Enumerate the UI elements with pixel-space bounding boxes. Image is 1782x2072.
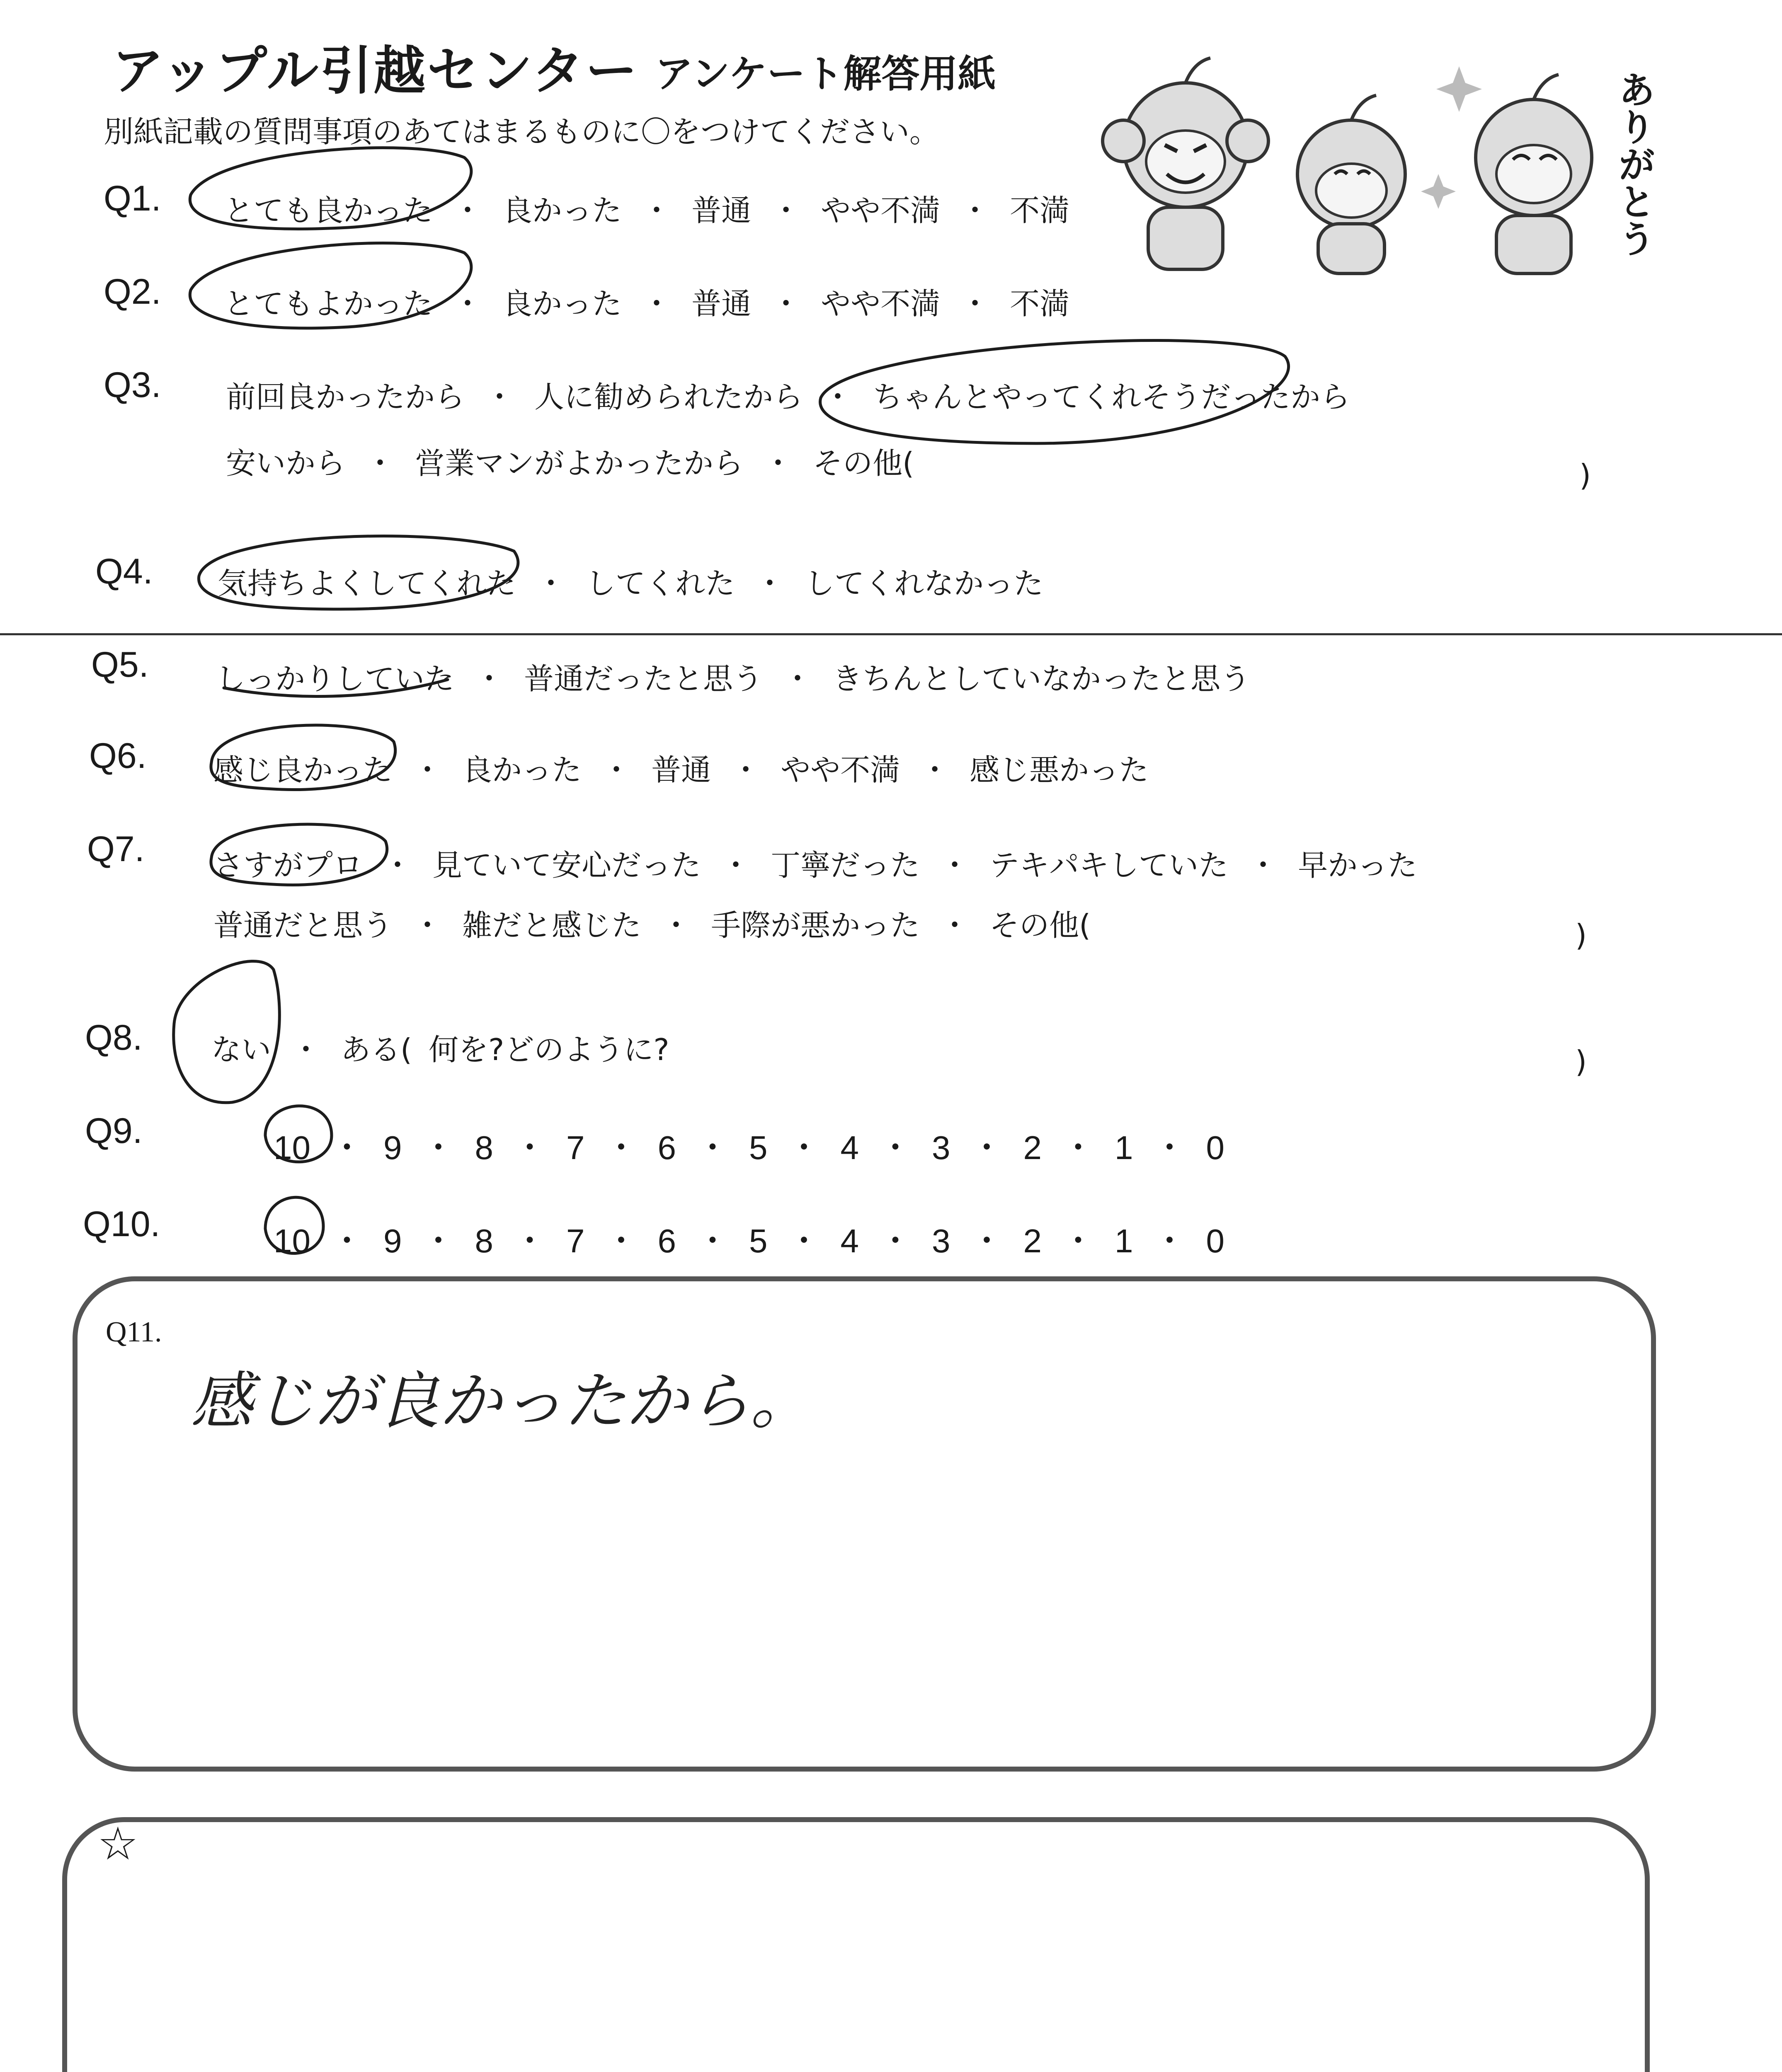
q9-option[interactable]: 0 — [1206, 1129, 1224, 1166]
q7-option[interactable]: その他( — [989, 908, 1091, 943]
q9-option[interactable]: 2 — [1023, 1129, 1042, 1166]
q2-option[interactable]: とてもよかった — [224, 286, 433, 321]
q8-options: ない ・ ある( 何を?どのように? — [211, 1032, 669, 1067]
q6-option[interactable]: やや不満 — [781, 753, 900, 787]
q9-option[interactable]: 1 — [1114, 1129, 1133, 1166]
q8-close-paren: ) — [1575, 1044, 1587, 1079]
q4-label: Q4. — [95, 552, 153, 591]
q6-options: 感じ良かった ・ 良かった ・ 普通 ・ やや不満 ・ 感じ悪かった — [213, 753, 1149, 787]
q1-option[interactable]: 不満 — [1010, 193, 1070, 228]
q2-label: Q2. — [104, 272, 161, 312]
q9-option[interactable]: 7 — [566, 1129, 585, 1166]
q10-option[interactable]: 0 — [1206, 1222, 1224, 1259]
q7-option[interactable]: 雑だと感じた — [462, 908, 642, 943]
q5-label: Q5. — [91, 645, 149, 685]
q9-option[interactable]: 5 — [749, 1129, 768, 1166]
q7-close-paren: ) — [1575, 918, 1587, 953]
q2-answer-circle — [190, 243, 471, 328]
q10-label: Q10. — [83, 1204, 160, 1244]
q1-option[interactable]: やや不満 — [821, 193, 941, 228]
q8-answer-circle — [174, 961, 280, 1102]
q7-options-line2: 普通だと思う ・ 雑だと感じた ・ 手際が悪かった ・ その他( — [213, 908, 1091, 943]
q10-option[interactable]: 6 — [657, 1222, 676, 1259]
q2-option[interactable]: 不満 — [1010, 286, 1070, 321]
q7-option[interactable]: 手際が悪かった — [711, 908, 920, 943]
q10-option[interactable]: 2 — [1023, 1222, 1042, 1259]
q8-label: Q8. — [85, 1018, 143, 1058]
q2-option[interactable]: 良かった — [502, 286, 622, 321]
q5-option[interactable]: きちんとしていなかったと思う — [832, 661, 1251, 696]
q4-option[interactable]: 気持ちよくしてくれた — [218, 566, 516, 601]
q10-option[interactable]: 9 — [383, 1222, 402, 1259]
q10-option[interactable]: 1 — [1114, 1222, 1133, 1259]
q8-option[interactable]: ある( — [341, 1032, 412, 1067]
q1-option[interactable]: とても良かった — [224, 193, 433, 228]
q2-options: とてもよかった ・ 良かった ・ 普通 ・ やや不満 ・ 不満 — [224, 286, 1070, 321]
form-title: アップル引越センター — [112, 41, 639, 101]
q9-option[interactable]: 9 — [383, 1129, 402, 1166]
q10-options: 10 ・ 9 ・ 8 ・ 7 ・ 6 ・ 5 ・ 4 ・ 3 ・ 2 ・ 1 ・ 0 — [274, 1222, 1224, 1259]
q9-option[interactable]: 4 — [840, 1129, 859, 1166]
q9-option[interactable]: 10 — [274, 1129, 310, 1166]
q8-option[interactable]: ない — [211, 1032, 272, 1067]
q7-option[interactable]: 早かった — [1298, 848, 1418, 883]
q5-option[interactable]: しっかりしていた — [216, 661, 455, 696]
q1-option[interactable]: 普通 — [691, 193, 752, 228]
q9-option[interactable]: 6 — [657, 1129, 676, 1166]
q1-option[interactable]: 良かった — [502, 193, 622, 228]
q10-option[interactable]: 4 — [840, 1222, 859, 1259]
instruction-text: 別紙記載の質問事項のあてはまるものに〇をつけてください。 — [104, 114, 940, 149]
q6-option[interactable]: 感じ良かった — [213, 753, 393, 787]
thanks-text: ありがとう — [1612, 70, 1655, 257]
q4-answer-circle — [199, 536, 518, 609]
q9-option[interactable]: 8 — [475, 1129, 493, 1166]
q9-answer-circle — [265, 1106, 332, 1162]
star-label: ☆ — [97, 1817, 138, 1870]
q2-option[interactable]: やや不満 — [821, 286, 941, 321]
q3-option[interactable]: ちゃんとやってくれそうだったから — [873, 380, 1350, 414]
q5-answer-mark — [224, 680, 448, 696]
q10-option[interactable]: 3 — [931, 1222, 950, 1259]
q10-option[interactable]: 5 — [749, 1222, 768, 1259]
q6-answer-circle — [211, 725, 395, 790]
q11-label: Q11. — [106, 1316, 162, 1348]
q9-option[interactable]: 3 — [931, 1129, 950, 1166]
q4-option[interactable]: してくれなかった — [805, 566, 1044, 601]
q7-option[interactable]: テキパキしていた — [989, 848, 1229, 883]
q6-label: Q6. — [89, 736, 147, 776]
q7-options-line1: さすがプロ ・ 見ていて安心だった ・ 丁寧だった ・ テキパキしていた ・ 早かった — [213, 848, 1418, 883]
q5-options: しっかりしていた ・ 普通だったと思う ・ きちんとしていなかったと思う — [216, 661, 1251, 696]
q7-option[interactable]: 見ていて安心だった — [432, 848, 701, 883]
q1-label: Q1. — [104, 179, 161, 218]
q10-option[interactable]: 7 — [566, 1222, 585, 1259]
q3-option[interactable]: 営業マンがよかったから — [415, 446, 744, 481]
q7-option[interactable]: 丁寧だった — [771, 848, 920, 883]
q1-answer-circle — [190, 148, 471, 229]
q8-option-detail: 何を?どのように? — [429, 1032, 669, 1067]
q3-option[interactable]: 安いから — [226, 446, 346, 481]
q3-answer-circle — [820, 340, 1289, 443]
q7-label: Q7. — [87, 829, 145, 869]
q6-option[interactable]: 普通 — [651, 753, 711, 787]
q10-option[interactable]: 8 — [475, 1222, 493, 1259]
q10-option[interactable]: 10 — [274, 1222, 310, 1259]
q1-options: とても良かった ・ 良かった ・ 普通 ・ やや不満 ・ 不満 — [224, 193, 1070, 228]
form-subtitle: アンケート解答用紙 — [655, 52, 996, 96]
comment-box[interactable] — [62, 1817, 1650, 2072]
q3-option[interactable]: 前回良かったから — [226, 380, 465, 414]
q3-label: Q3. — [104, 365, 161, 405]
q3-options-line1: 前回良かったから ・ 人に勧められたから ・ ちゃんとやってくれそうだったから — [226, 380, 1350, 414]
q3-close-paren: ) — [1579, 458, 1591, 493]
q7-option[interactable]: さすがプロ — [213, 848, 363, 883]
q9-label: Q9. — [85, 1111, 143, 1151]
q11-handwritten-answer: 感じが良かったから。 — [191, 1365, 813, 1438]
q7-option[interactable]: 普通だと思う — [213, 908, 393, 943]
q4-options: 気持ちよくしてくれた ・ してくれた ・ してくれなかった — [218, 566, 1044, 601]
q10-answer-circle — [265, 1197, 323, 1253]
q3-option[interactable]: 人に勧められたから — [534, 380, 803, 414]
q4-option[interactable]: してくれた — [586, 566, 735, 601]
q2-option[interactable]: 普通 — [691, 286, 752, 321]
q6-option[interactable]: 良かった — [462, 753, 582, 787]
q9-options: 10 ・ 9 ・ 8 ・ 7 ・ 6 ・ 5 ・ 4 ・ 3 ・ 2 ・ 1 ・ 0 — [274, 1129, 1224, 1166]
q3-options-line2: 安いから ・ 営業マンがよかったから ・ その他( — [226, 446, 914, 481]
q7-answer-circle — [211, 824, 387, 885]
q3-option[interactable]: その他( — [813, 446, 914, 481]
q5-option[interactable]: 普通だったと思う — [524, 661, 763, 696]
q6-option[interactable]: 感じ悪かった — [970, 753, 1149, 787]
